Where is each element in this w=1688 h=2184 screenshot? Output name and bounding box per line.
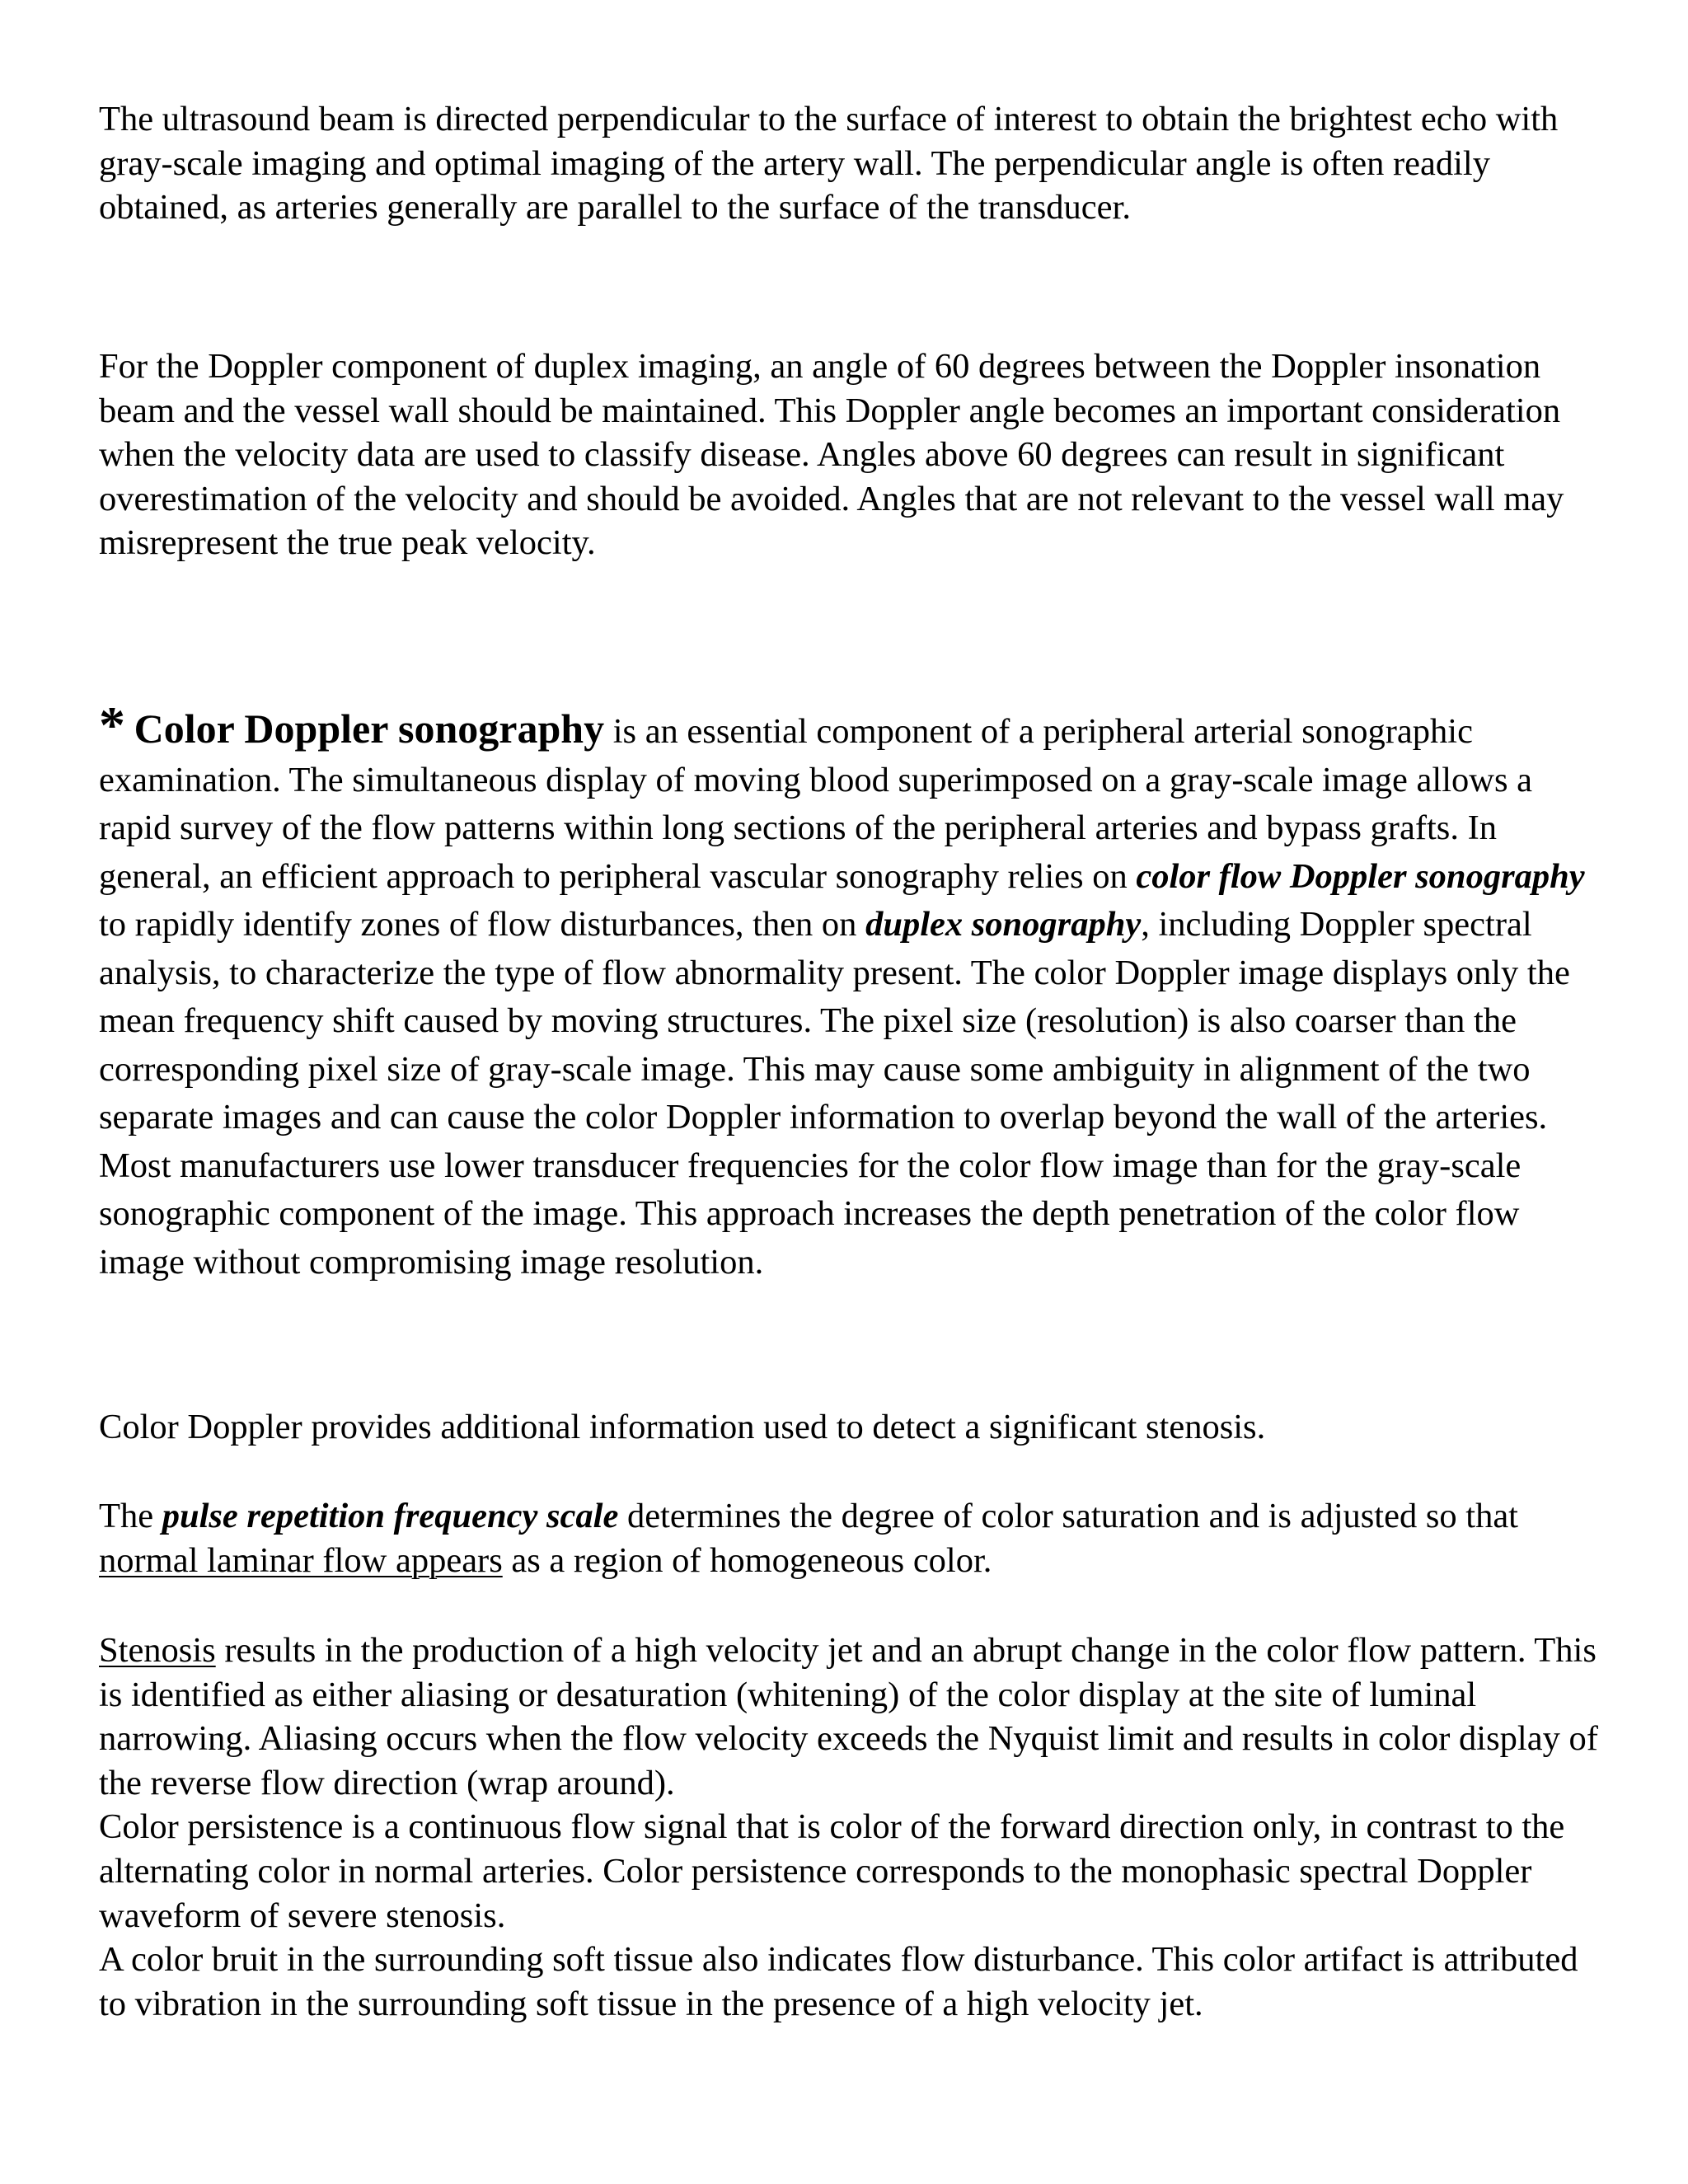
stenosis-block xyxy=(99,1629,1607,1805)
emphasis-color-flow-doppler: color flow Doppler sonography xyxy=(1136,856,1585,896)
paragraph-text: results in the production of a high velocity jet and an abrupt change in the color flow pattern. This is identified as either aliasing or desaturation (whitening) of the color display at the site of luminal narrowing. Aliasing occurs when the flow velocity exceeds the Nyquist limit and results in color display of the reverse flow direction (wrap around). xyxy=(99,1631,1598,1802)
paragraph-text: to rapidly identify zones of flow disturbances, then on xyxy=(99,905,866,944)
paragraph-text: as a region of homogeneous color. xyxy=(502,1540,992,1580)
paragraph-text: , including Doppler spectral analysis, to characterize the type of flow abnormality present. The color Doppler image displays only the mean frequency shift caused by moving structures. The pixel size (resolution) is also coarser than the corresponding pixel size of gray-scale image. This may cause some ambiguity in alignment of the two separate images and can cause the color Doppler information to overlap beyond the wall of the arteries. Most manufacturers use lower transducer frequencies for the color flow image than for the gray-scale sonographic component of the image. This approach increases the depth penetration of the color flow image without compromising image resolution. xyxy=(99,905,1570,1282)
section-heading: Color Doppler sonography xyxy=(134,705,605,752)
underlined-stenosis: Stenosis xyxy=(99,1631,216,1670)
emphasis-prf-scale: pulse repetition frequency scale xyxy=(162,1497,619,1535)
paragraph-text: The ultrasound beam is directed perpendicular to the surface of interest to obtain the brightest echo with gray-scale imaging and optimal imaging of the artery wall. The perpendicular angle is often readily obtained, as arteries generally are parallel to the surface of the transducer. xyxy=(99,100,1559,227)
underlined-laminar-flow: normal laminar flow appears xyxy=(99,1540,503,1580)
paragraph-text: determines the degree of color saturation and is adjusted so that xyxy=(618,1497,1518,1535)
paragraph-beam-direction xyxy=(99,97,1607,230)
color-bruit-block: A color bruit in the surrounding soft tissue also indicates flow disturbance. This color artifact is attributed to vibration in the surrounding soft tissue in the presence of a high velocity jet. xyxy=(99,1940,1578,2023)
paragraph-text: The xyxy=(99,1497,162,1535)
paragraph-color-doppler-section xyxy=(99,696,1607,1286)
paragraph-stenosis xyxy=(99,1629,1607,2026)
paragraph-text: For the Doppler component of duplex imaging, an angle of 60 degrees between the Doppler insonation beam and the vessel wall should be maintained. This Doppler angle becomes an important consideration when the velocity data are used to classify disease. Angles above 60 degrees can result in significant overestimation of the velocity and should be avoided. Angles that are not relevant to the vessel wall may misrepresent the true peak velocity. xyxy=(99,347,1564,563)
paragraph-prf-scale xyxy=(99,1494,1607,1582)
paragraph-text: Color Doppler provides additional information used to detect a significant stenosis. xyxy=(99,1408,1266,1446)
color-persistence-block: Color persistence is a continuous flow signal that is color of the forward direction only, in contrast to the alternating color in normal arteries. Color persistence corresponds to the monophasic spectral Doppler waveform of severe stenosis. xyxy=(99,1807,1565,1935)
asterisk-marker: * xyxy=(99,696,125,754)
emphasis-duplex-sonography: duplex sonography xyxy=(865,905,1142,944)
paragraph-doppler-angle xyxy=(99,344,1607,565)
paragraph-color-doppler-info xyxy=(99,1405,1607,1450)
paragraph-text: is an essential component of a peripheral arterial sonographic examination. The simultaneous display of moving blood superimposed on a gray-scale image allows a rapid survey of the flow patterns within long sections of the peripheral arteries and bypass grafts. In general, an efficient approach to peripheral vascular sonography relies on xyxy=(99,712,1532,896)
